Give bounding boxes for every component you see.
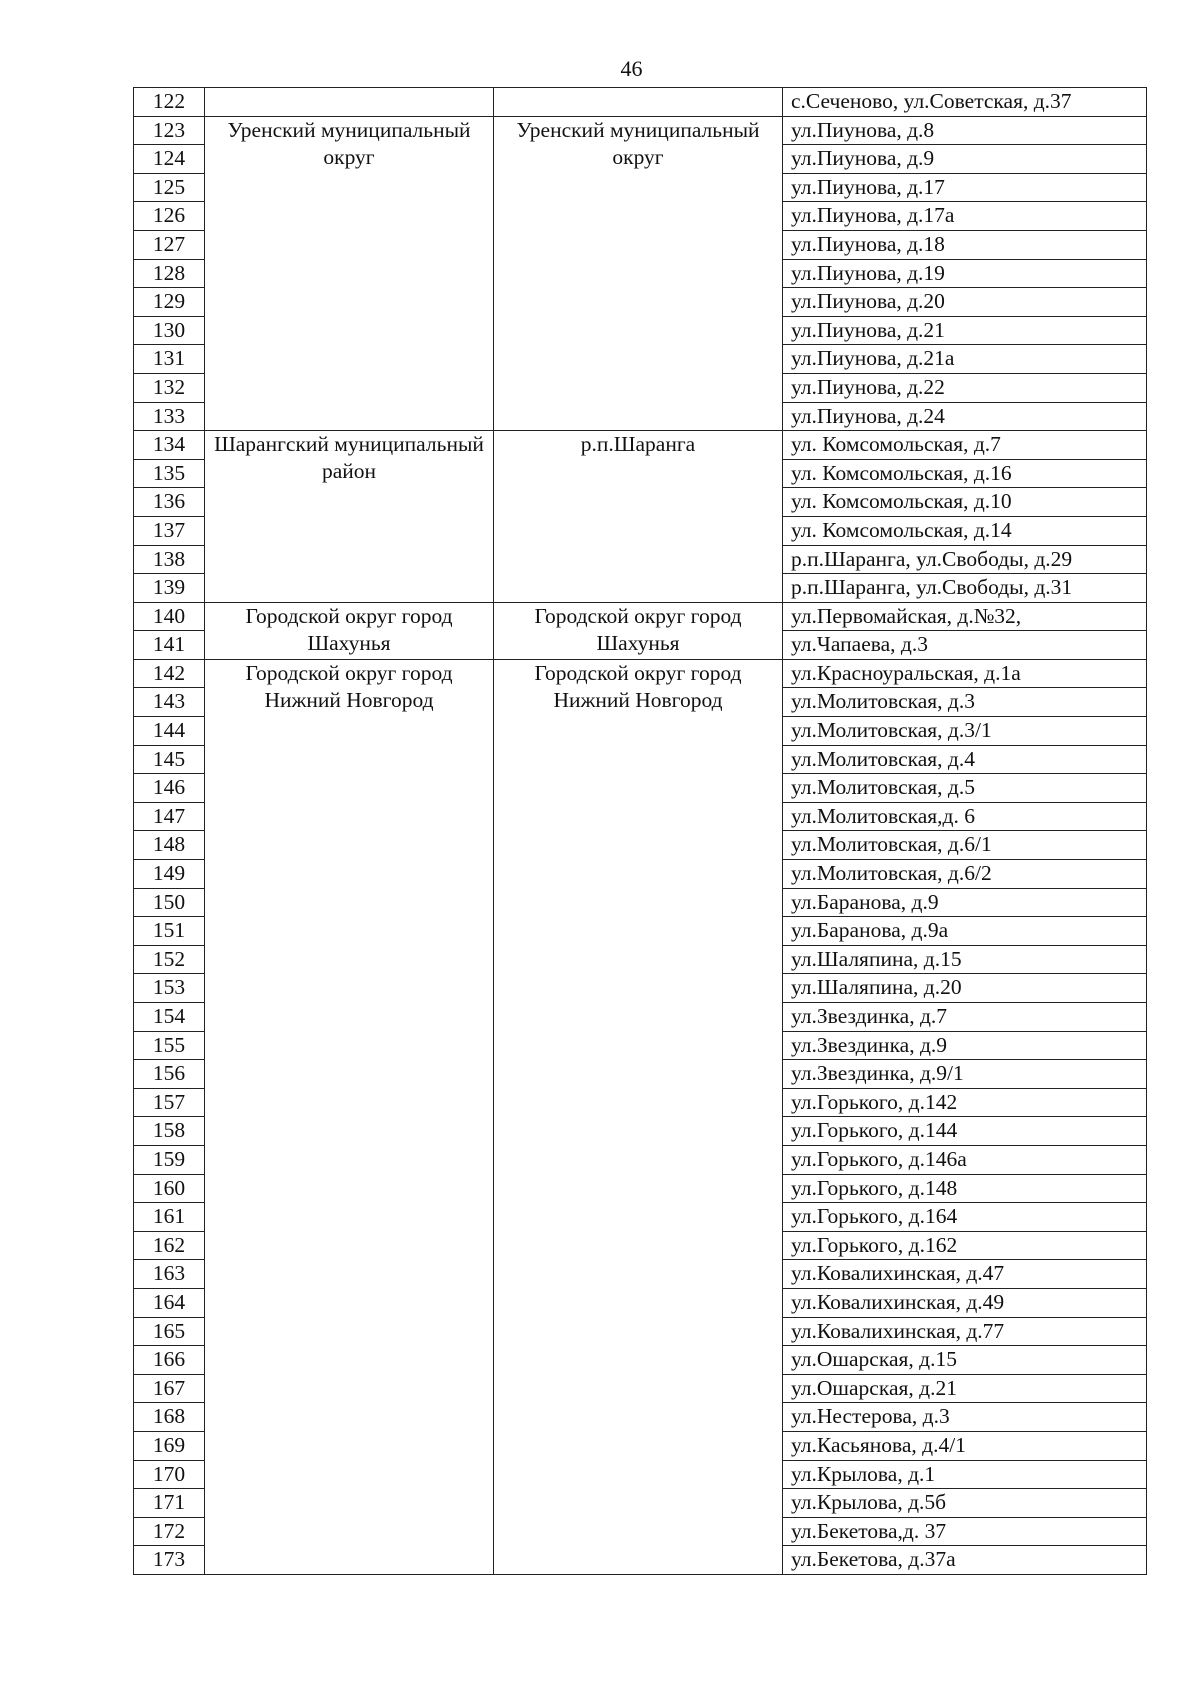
address-cell: ул.Пиунова, д.17	[783, 173, 1147, 202]
address-cell: ул. Комсомольская, д.7	[783, 431, 1147, 460]
address-cell: ул.Пиунова, д.20	[783, 288, 1147, 317]
settlement-cell	[494, 602, 783, 659]
address-cell: ул.Пиунова, д.24	[783, 402, 1147, 431]
row-number: 163	[134, 1260, 205, 1289]
address-cell: ул.Молитовская, д.3	[783, 688, 1147, 717]
address-cell: ул.Ковалихинская, д.49	[783, 1288, 1147, 1317]
address-cell: ул.Ковалихинская, д.47	[783, 1260, 1147, 1289]
address-cell: ул.Бекетова,д. 37	[783, 1517, 1147, 1546]
address-cell: с.Сеченово, ул.Советская, д.37	[783, 88, 1147, 117]
row-number: 147	[134, 802, 205, 831]
address-cell: ул.Нестерова, д.3	[783, 1403, 1147, 1432]
row-number: 140	[134, 602, 205, 631]
district-cell	[205, 431, 494, 603]
row-number: 146	[134, 774, 205, 803]
row-number: 164	[134, 1288, 205, 1317]
row-number: 154	[134, 1003, 205, 1032]
row-number: 128	[134, 259, 205, 288]
address-cell: ул.Шаляпина, д.20	[783, 974, 1147, 1003]
row-number: 167	[134, 1374, 205, 1403]
row-number: 125	[134, 173, 205, 202]
address-cell: ул.Касьянова, д.4/1	[783, 1431, 1147, 1460]
address-cell: ул.Молитовская, д.6/1	[783, 831, 1147, 860]
address-cell: ул.Звездинка, д.9	[783, 1031, 1147, 1060]
row-number: 165	[134, 1317, 205, 1346]
row-number: 152	[134, 945, 205, 974]
row-number: 126	[134, 202, 205, 231]
row-number: 145	[134, 745, 205, 774]
address-cell: ул.Звездинка, д.7	[783, 1003, 1147, 1032]
table-row	[134, 602, 1147, 631]
row-number: 142	[134, 659, 205, 688]
address-table	[133, 87, 1147, 1575]
district-cell	[205, 116, 494, 431]
address-cell: ул.Горького, д.162	[783, 1231, 1147, 1260]
row-number: 155	[134, 1031, 205, 1060]
row-number: 135	[134, 459, 205, 488]
row-number: 124	[134, 145, 205, 174]
address-cell: ул.Горького, д.148	[783, 1174, 1147, 1203]
address-cell: ул.Крылова, д.5б	[783, 1489, 1147, 1518]
table-row	[134, 88, 1147, 117]
settlement-name: Городской округ город Шахунья	[534, 603, 742, 655]
address-cell: ул.Пиунова, д.22	[783, 373, 1147, 402]
address-cell: ул.Крылова, д.1	[783, 1460, 1147, 1489]
address-cell: р.п.Шаранга, ул.Свободы, д.29	[783, 545, 1147, 574]
row-number: 170	[134, 1460, 205, 1489]
address-cell: ул. Комсомольская, д.10	[783, 488, 1147, 517]
address-cell: ул.Пиунова, д.18	[783, 230, 1147, 259]
row-number: 149	[134, 860, 205, 889]
address-cell: ул.Шаляпина, д.15	[783, 945, 1147, 974]
row-number: 156	[134, 1060, 205, 1089]
row-number: 159	[134, 1145, 205, 1174]
table-row	[134, 431, 1147, 460]
row-number: 171	[134, 1489, 205, 1518]
row-number: 148	[134, 831, 205, 860]
row-number: 134	[134, 431, 205, 460]
settlement-cell-empty	[494, 88, 783, 117]
row-number: 130	[134, 316, 205, 345]
address-cell: ул.Горького, д.146а	[783, 1145, 1147, 1174]
row-number: 129	[134, 288, 205, 317]
row-number: 122	[134, 88, 205, 117]
page-number: 46	[620, 56, 643, 81]
district-name: Городской округ город Шахунья	[245, 603, 453, 655]
row-number: 153	[134, 974, 205, 1003]
address-cell: ул.Ошарская, д.21	[783, 1374, 1147, 1403]
row-number: 132	[134, 373, 205, 402]
row-number: 173	[134, 1546, 205, 1575]
row-number: 157	[134, 1088, 205, 1117]
row-number: 123	[134, 116, 205, 145]
row-number: 169	[134, 1431, 205, 1460]
settlement-name: Уренский муниципальный округ	[516, 117, 760, 169]
row-number: 138	[134, 545, 205, 574]
row-number: 143	[134, 688, 205, 717]
address-cell: ул.Красноуральская, д.1а	[783, 659, 1147, 688]
row-number: 127	[134, 230, 205, 259]
address-cell: ул.Первомайская, д.№32,	[783, 602, 1147, 631]
address-cell: ул.Баранова, д.9а	[783, 917, 1147, 946]
district-cell	[205, 602, 494, 659]
row-number: 141	[134, 631, 205, 660]
address-cell: ул.Горького, д.142	[783, 1088, 1147, 1117]
row-number: 161	[134, 1203, 205, 1232]
district-name: Уренский муниципальный округ	[227, 117, 471, 169]
address-cell: ул.Бекетова, д.37а	[783, 1546, 1147, 1575]
table-row	[134, 659, 1147, 688]
address-cell: ул.Горького, д.164	[783, 1203, 1147, 1232]
row-number: 168	[134, 1403, 205, 1432]
row-number: 160	[134, 1174, 205, 1203]
row-number: 166	[134, 1346, 205, 1375]
row-number: 133	[134, 402, 205, 431]
row-number: 144	[134, 717, 205, 746]
address-cell: ул.Чапаева, д.3	[783, 631, 1147, 660]
row-number: 136	[134, 488, 205, 517]
settlement-name: Городской округ город Нижний Новгород	[534, 660, 742, 712]
address-cell: ул.Ошарская, д.15	[783, 1346, 1147, 1375]
address-table-body	[134, 88, 1147, 1575]
address-cell: ул.Молитовская, д.5	[783, 774, 1147, 803]
address-cell: ул.Пиунова, д.9	[783, 145, 1147, 174]
address-cell: ул.Пиунова, д.8	[783, 116, 1147, 145]
settlement-name: р.п.Шаранга	[580, 432, 696, 457]
district-cell	[205, 659, 494, 1574]
address-cell: ул.Пиунова, д.21	[783, 316, 1147, 345]
district-name: Шарангский муниципальный район	[214, 432, 484, 484]
address-cell: ул.Баранова, д.9	[783, 888, 1147, 917]
row-number: 150	[134, 888, 205, 917]
settlement-cell	[494, 116, 783, 431]
address-cell: ул.Молитовская, д.4	[783, 745, 1147, 774]
address-cell: ул.Звездинка, д.9/1	[783, 1060, 1147, 1089]
district-cell-empty	[205, 88, 494, 117]
table-row	[134, 116, 1147, 145]
settlement-cell	[494, 659, 783, 1574]
address-cell: ул.Пиунова, д.19	[783, 259, 1147, 288]
address-cell: р.п.Шаранга, ул.Свободы, д.31	[783, 574, 1147, 603]
address-cell: ул.Молитовская, д.3/1	[783, 717, 1147, 746]
row-number: 139	[134, 574, 205, 603]
settlement-cell	[494, 431, 783, 603]
address-cell: ул.Молитовская,д. 6	[783, 802, 1147, 831]
row-number: 158	[134, 1117, 205, 1146]
address-cell: ул.Горького, д.144	[783, 1117, 1147, 1146]
row-number: 172	[134, 1517, 205, 1546]
address-cell: ул.Пиунова, д.21а	[783, 345, 1147, 374]
row-number: 151	[134, 917, 205, 946]
row-number: 137	[134, 516, 205, 545]
address-cell: ул.Ковалихинская, д.77	[783, 1317, 1147, 1346]
address-cell: ул. Комсомольская, д.14	[783, 516, 1147, 545]
row-number: 162	[134, 1231, 205, 1260]
row-number: 131	[134, 345, 205, 374]
address-cell: ул.Пиунова, д.17а	[783, 202, 1147, 231]
district-name: Городской округ город Нижний Новгород	[245, 660, 453, 712]
address-cell: ул. Комсомольская, д.16	[783, 459, 1147, 488]
address-cell: ул.Молитовская, д.6/2	[783, 860, 1147, 889]
